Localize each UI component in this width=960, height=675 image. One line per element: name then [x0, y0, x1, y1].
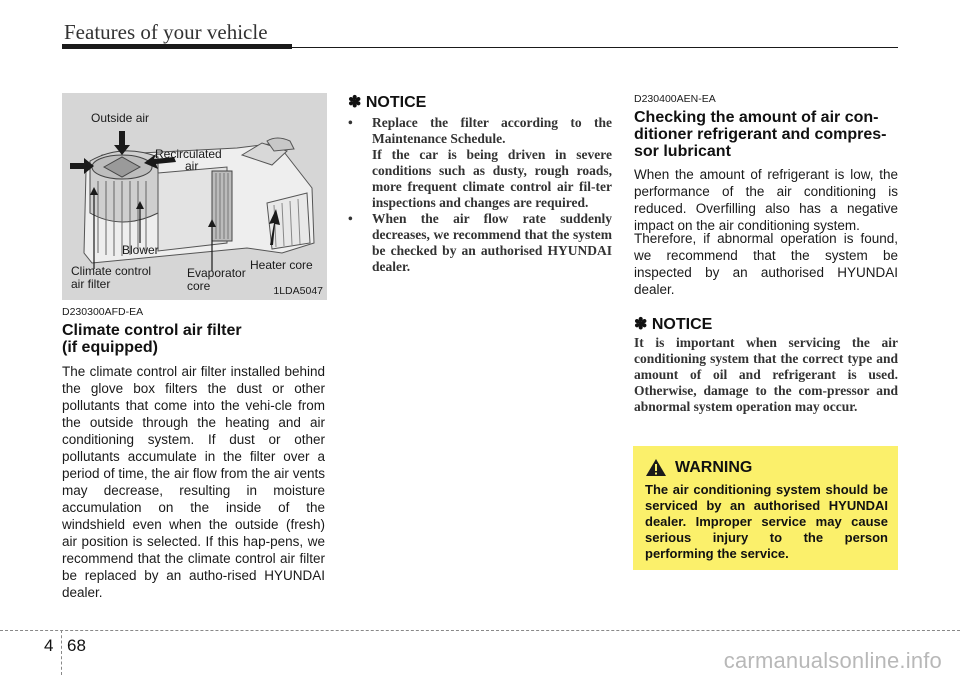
notice2-text: It is important when servicing the air conditioning system that the correct type and amount of oil and refrigerant is used. Otherwise, damage to the com-pressor and abnormal system operation may occur. [634, 335, 898, 414]
warning-box [633, 446, 898, 570]
figure-code: 1LDA5047 [273, 285, 323, 297]
notice2-symbol-icon: ✽ [634, 316, 648, 333]
notice1-item-2 [348, 211, 612, 275]
watermark: carmanualsonline.info [723, 648, 942, 673]
notice1-item-1 [348, 115, 612, 211]
warning-title: WARNING [675, 458, 753, 476]
label-blower: Blower [122, 243, 159, 257]
bullet-icon: • [348, 211, 353, 226]
notice2-title: NOTICE [651, 316, 713, 333]
notice1-heading [348, 92, 426, 112]
filter-heading-line1: Climate control air filter [62, 322, 242, 339]
filter-body: The climate control air filter installed behind the glove box filters the dust or other pollutants that come into the vehi-cle from the outside through the heating and air conditioning system. If dust or other pollutants accumulate in the filter over a period of time, the air flow from the air vents may decrease, resulting in moisture accumulation on the inside of the windshield even when the outside (fresh) air position is selected. If this hap-pens, we recommend that the climate control air filter be replaced by an autho-rised HYUNDAI dealer. [62, 364, 325, 600]
notice1-item-2-line1: When the air flow rate suddenly decreases, we recommend that the system be checked by an authorised HYUNDAI dealer. [372, 211, 612, 274]
page-chapter: 4 [44, 636, 54, 655]
warning-header [645, 458, 752, 477]
page-number: 68 [67, 636, 86, 655]
notice1-item-1-line2: If the car is being driven in severe conditions such as dusty, rough roads, more frequent climate control air fil-ter inspections and changes are required. [372, 147, 612, 210]
refrigerant-heading-line3: sor lubricant [634, 143, 731, 160]
notice2-heading [634, 314, 712, 334]
filter-heading-line2: (if equipped) [62, 339, 158, 356]
warning-text: The air conditioning system should be serviced by an authorised HYUNDAI dealer. Improper service may cause serious injury to the person performing the service. [645, 482, 888, 561]
notice1-title: NOTICE [365, 94, 427, 111]
hvac-diagram [62, 93, 327, 300]
warning-triangle-icon [645, 458, 667, 477]
page-header-title: Features of your vehicle [64, 20, 268, 44]
notice1-item-1-line1: Replace the filter according to the Maintenance Schedule. [372, 115, 612, 146]
refrigerant-heading-line2: ditioner refrigerant and compres- [634, 126, 887, 143]
label-climate-filter-1: Climate control [71, 264, 152, 278]
section-code-refrigerant: D230400AEN-EA [634, 93, 716, 105]
notice1-symbol-icon: ✽ [348, 94, 362, 111]
label-evaporator-2: core [187, 279, 211, 293]
refrigerant-heading-line1: Checking the amount of air con- [634, 109, 879, 126]
refrigerant-para2: Therefore, if abnormal operation is found, we recommend that the system be inspected by an authorised HYUNDAI dealer. [634, 231, 898, 297]
label-outside-air: Outside air [91, 111, 150, 125]
header-rule-thin [62, 47, 898, 48]
notice1-list [348, 115, 612, 275]
section-code-filter: D230300AFD-EA [62, 306, 144, 318]
footer-rule [0, 630, 960, 631]
label-recirculated-air: air [185, 159, 199, 173]
label-climate-filter-2: air filter [71, 277, 111, 291]
footer-divider [61, 630, 62, 675]
label-evaporator-1: Evaporator [187, 266, 246, 280]
label-heater-core: Heater core [250, 258, 313, 272]
bullet-icon: • [348, 115, 353, 130]
label-recirculated: Recirculated [155, 147, 222, 161]
refrigerant-para1: When the amount of refrigerant is low, the performance of the air conditioning is reduced. Overfilling also has a negative impact on the air conditioning system. [634, 167, 898, 233]
